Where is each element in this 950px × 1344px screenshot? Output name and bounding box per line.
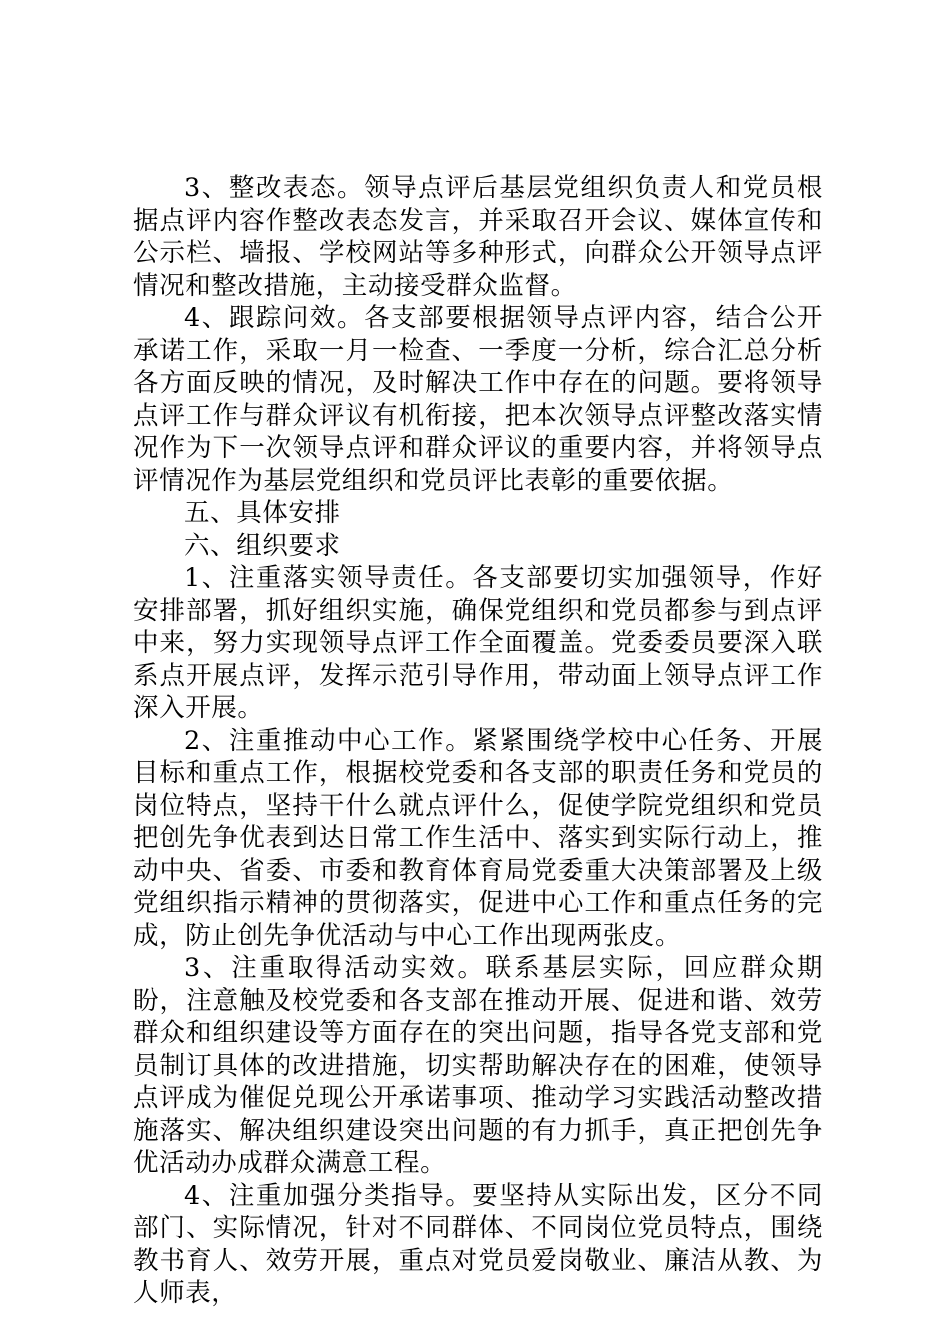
section-heading-organizational-requirements: 六、组织要求: [184, 530, 341, 561]
paragraph-classified-guidance: 4、注重加强分类指导。要坚持从实际出发，区分不同部门、实际情况，针对不同群体、不同岗位党员特点，围绕教书育人、效劳开展，重点对党员爱岗敬业、廉洁从教、为人师表，: [133, 1180, 823, 1308]
document-body: [133, 172, 823, 1310]
paragraph-leadership-responsibility: 1、注重落实领导责任。各支部要切实加强领导，作好安排部署，抓好组织实施，确保党组织和党员都参与到点评中来，努力实现领导点评工作全面覆盖。党委委员要深入联系点开展点评，发挥示范引导作用，带动面上领导点评工作深入开展。: [133, 563, 823, 723]
paragraph-activity-effectiveness: 3、注重取得活动实效。联系基层实际，回应群众期盼，注意触及校党委和各支部在推动开展、促进和谐、效劳群众和组织建设等方面存在的突出问题，指导各党支部和党员制订具体的改进措施，切实帮助解决存在的困难，使领导点评成为催促兑现公开承诺事项、推动学习实践活动整改措施落实、解决组织建设突出问题的有力抓手，真正把创先争优活动办成群众满意工程。: [133, 953, 823, 1178]
paragraph-rectification-statement: 3、整改表态。领导点评后基层党组织负责人和党员根据点评内容作整改表态发言，并采取召开会议、媒体宣传和公示栏、墙报、学校网站等多种形式，向群众公开领导点评情况和整改措施，主动接受群众监督。: [133, 173, 823, 301]
section-heading-specific-arrangements: 五、具体安排: [184, 498, 341, 528]
paragraph-central-work: 2、注重推动中心工作。紧紧围绕学校中心任务、开展目标和重点工作，根据校党委和各支部的职责任务和党员的岗位特点，坚持干什么就点评什么，促使学院党组织和党员把创先争优表到达日常工作生活中、落实到实际行动上，推动中央、省委、市委和教育体育局党委重大决策部署及上级党组织指示精神的贯彻落实，促进中心工作和重点任务的完成，防止创先争优活动与中心工作出现两张皮。: [133, 725, 823, 951]
paragraph-follow-up-accountability: 4、跟踪问效。各支部要根据领导点评内容，结合公开承诺工作，采取一月一检查、一季度一分析，综合汇总分析各方面反映的情况，及时解决工作中存在的问题。要将领导点评工作与群众评议有机衔接，把本次领导点评整改落实情况作为下一次领导点评和群众评议的重要内容，并将领导点评情况作为基层党组织和党员评比表彰的重要依据。: [133, 303, 823, 496]
